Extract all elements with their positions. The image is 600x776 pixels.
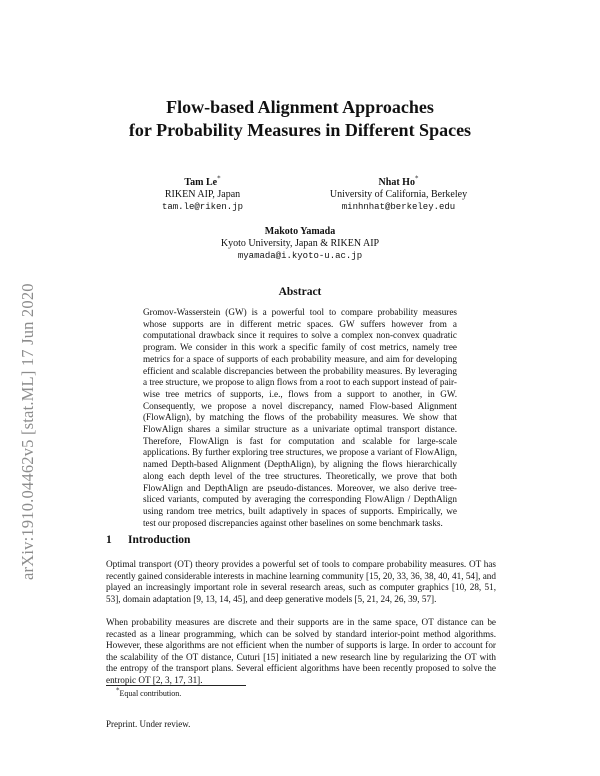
author-email[interactable]: minhnhat@berkeley.edu (341, 202, 456, 212)
author-email[interactable]: tam.le@riken.jp (161, 202, 243, 212)
author-name: Nhat Ho (378, 177, 415, 188)
author-block-le (100, 174, 305, 213)
footnote-mark: * (116, 686, 120, 695)
intro-paragraph-2: When probability measures are discrete and their supports are in the same space, OT distance can be recasted as a linear programming, which can be solved by standard interior-point method algorithms. However, these algorithms are not efficient when the number of supports is large. In order to account for the scalability of the OT distance, Cuturi [15] initiated a new research line by regularizing the OT with the entropy of the transport plans. Several efficient algorithms have been recently proposed to solve the entropic OT [2, 3, 17, 31]. (106, 617, 496, 685)
footnote-text: Equal contribution. (119, 689, 182, 698)
author-block-yamada (100, 226, 500, 262)
arxiv-identifier: arXiv:1910.04462v5 [stat.ML] 17 Jun 2020 (18, 283, 37, 580)
author-affiliation: RIKEN AIP, Japan (164, 189, 241, 200)
abstract-text: Gromov-Wasserstein (GW) is a powerful tool to compare probability measures whose supports are in different metric spaces. GW suffers however from a computational drawback since it requires to solve a complex non-convex quadratic program. We consider in this work a specific family of cost metrics, namely tree metrics for a space of supports of each probability measure, and aim for developing efficient and scalable discrepancies between the probability measures. By leveraging a tree structure, we propose to align flows from a root to each support instead of pair-wise tree metrics of supports, i.e., flows from a support to another, in GW. Consequently, we propose a novel discrepancy, named Flow-based Alignment (FlowAlign), by matching the flows of the probability measures. We show that FlowAlign shares a similar structure as a univariate optimal transport distance. Therefore, FlowAlign is fast for computation and scalable for large-scale applications. By further exploring tree structures, we propose a variant of FlowAlign, named Depth-based Alignment (DepthAlign), by aligning the flows hierarchically along each depth level of the tree structures. Theoretically, we prove that both FlowAlign and DepthAlign are pseudo-distances. Moreover, we also derive tree-sliced variants, computed by averaging the corresponding FlowAlign / DepthAlign using random tree metrics, built adaptively in spaces of supports. Empirically, we test our proposed discrepancies against other baselines on some benchmark tasks. (143, 307, 457, 528)
author-affiliation: Kyoto University, Japan & RIKEN AIP (220, 238, 380, 249)
intro-paragraph-1: Optimal transport (OT) theory provides a powerful set of tools to compare probability measures. OT has recently gained considerable interests in machine learning community [15, 20, 33, 36, 38, 40, 41, 54], and played an increasingly important role in several research areas, such as computer graphics [10, 28, 51, 53], domain adaptation [9, 13, 14, 45], and deep generative models [5, 21, 24, 26, 39, 57]. (106, 559, 496, 604)
section-heading-introduction (106, 534, 496, 546)
title-line-2: for Probability Measures in Different Spaces (128, 120, 472, 140)
footnote (116, 686, 182, 699)
footnote-divider (106, 685, 246, 686)
preprint-notice: Preprint. Under review. (106, 719, 191, 729)
title-line-1: Flow-based Alignment Approaches (166, 97, 434, 117)
author-affiliation: University of California, Berkeley (329, 189, 468, 200)
equal-contribution-mark: * (414, 174, 419, 183)
author-name: Makoto Yamada (264, 226, 336, 237)
equal-contribution-mark: * (217, 174, 221, 183)
author-name: Tam Le (184, 177, 218, 188)
section-title: Introduction (128, 534, 191, 546)
authors-row (100, 174, 500, 217)
section-number: 1 (106, 534, 112, 546)
paper-title (100, 96, 500, 142)
author-block-ho (296, 174, 501, 213)
abstract-heading: Abstract (278, 286, 322, 298)
author-email[interactable]: myamada@i.kyoto-u.ac.jp (237, 251, 363, 261)
